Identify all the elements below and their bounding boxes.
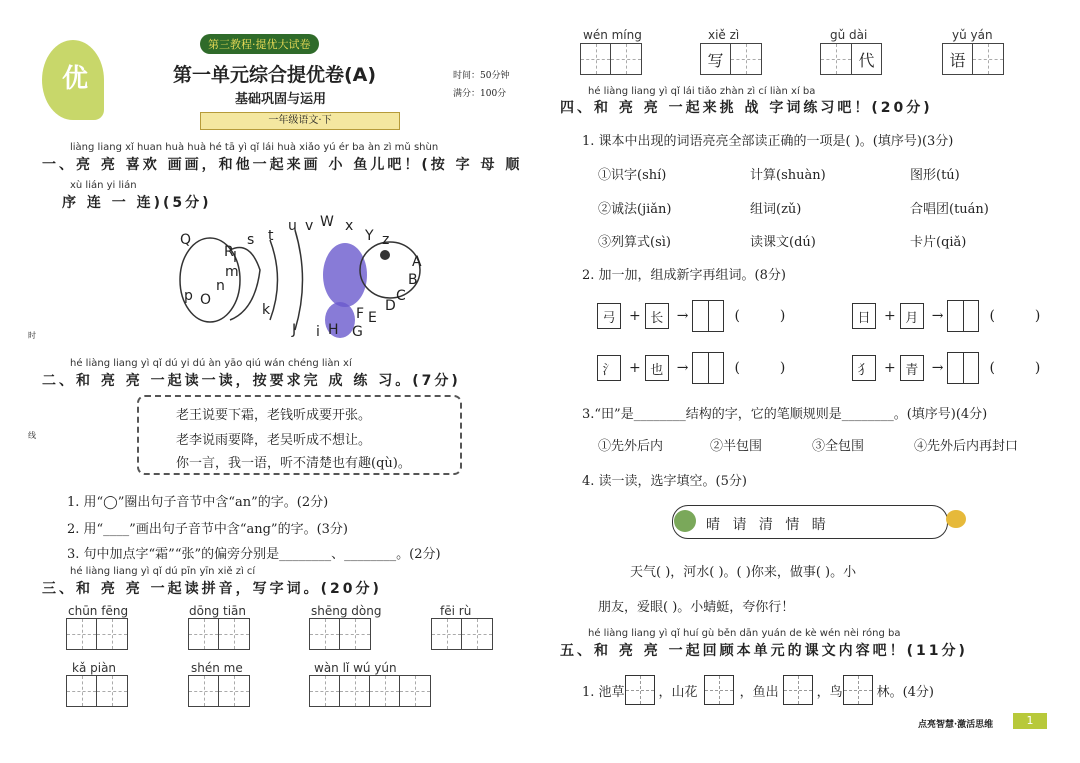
s2-q1: 1. 用“◯”圈出句子音节中含“an”的字。(2分) (67, 495, 329, 510)
dot-letter-G: G (352, 324, 363, 340)
s3-py-9: xiě zì (708, 28, 740, 42)
s4-opt-1: ①识字(shí) (598, 168, 667, 183)
s4-opt-5: 组词(zǔ) (750, 202, 802, 217)
s3-py-3: shēng dòng (311, 604, 382, 618)
s3-py-6: shén me (191, 661, 243, 675)
paren-blank[interactable]: () (989, 308, 1080, 324)
dot-letter-l: l (233, 250, 237, 266)
s4-q2: 2. 加一加，组成新字再组词。(8分) (582, 268, 786, 283)
plus-icon: + (884, 360, 896, 376)
dot-letter-Y: Y (365, 228, 374, 244)
dot-letter-p: p (184, 288, 193, 304)
s5-pinyin: hé liàng liang yì qǐ huí gù běn dān yuán de kè wén nèi róng ba (588, 628, 901, 639)
dot-letter-D: D (385, 298, 396, 314)
footer-brand: 点亮智慧·激活思维 (918, 720, 994, 730)
plus-icon: + (629, 360, 641, 376)
grade-banner: 一年级语文·下 (200, 112, 400, 130)
dot-letter-Q: Q (180, 232, 192, 248)
subtitle: 基础巩固与运用 (235, 92, 327, 107)
s5-q1-c: ，鱼出 (739, 684, 779, 700)
part-shui: 氵 (597, 355, 621, 381)
dot-letter-n: n (216, 278, 225, 294)
dot-letter-s: s (247, 232, 255, 248)
page-title: 第一单元综合提优卷(A) (173, 64, 377, 86)
dot-letter-J: J (292, 322, 297, 338)
s3-grid-2[interactable] (188, 618, 250, 650)
s3-py-2: dōng tiān (189, 604, 246, 618)
part-qing: 青 (900, 355, 924, 381)
dot-letter-B: B (408, 272, 418, 288)
s4-q3: 3.“田”是________结构的字，它的笔顺规则是________。(填序号)(4分) (582, 407, 988, 422)
margin-mark-2: 线 (28, 431, 36, 440)
char-yu: 语 (943, 44, 973, 74)
add-row-2a (597, 352, 825, 384)
part-quan: 犭 (852, 355, 876, 381)
s5-q1-e: 林。(4分) (876, 684, 935, 700)
dot-letter-O: O (200, 292, 212, 308)
s3-grid-6[interactable] (188, 675, 250, 707)
add-row-2b (852, 352, 1080, 384)
s2-q2: 2. 用“____”画出句子音节中含“ang”的字。(3分) (67, 522, 348, 537)
answer-grid[interactable] (692, 352, 724, 384)
s3-grid-1[interactable] (66, 618, 128, 650)
s4-q4: 4. 读一读，选字填空。(5分) (582, 474, 747, 489)
poem-line-2: 老李说雨要降，老吴听成不想让。 (176, 433, 372, 448)
s4-q1: 1. 课本中出现的词语亮亮全部读正确的一项是( )。(填序号)(3分) (582, 134, 954, 149)
s3-grid-4[interactable] (431, 618, 493, 650)
dot-letter-i: i (316, 324, 320, 340)
badge-char: 优 (62, 64, 89, 94)
dot-letter-u: u (288, 218, 297, 234)
scroll-words: 晴 请 清 情 睛 (706, 517, 830, 533)
time-info: 时间：50分钟 (453, 71, 510, 81)
fill-line-1: 天气( )，河水( )。( )你来，做事( )。小 (630, 565, 857, 580)
series-banner: 第三教程·提优大试卷 (200, 34, 319, 54)
s5-q1 (582, 675, 934, 705)
s3-grid-3[interactable] (309, 618, 371, 650)
add-row-1a (597, 300, 825, 332)
s5-q1-d: ，鸟 (816, 684, 843, 700)
s4-q3-opt-3: ③全包围 (812, 439, 865, 454)
dot-letter-H: H (328, 322, 339, 338)
s4-pinyin: hé liàng liang yì qǐ lái tiǎo zhàn zì cí liàn xí ba (588, 86, 816, 97)
fill-grid[interactable] (843, 675, 873, 705)
arrow-icon: → (931, 308, 944, 324)
s3-pinyin: hé liàng liang yì qǐ dú pīn yīn xiě zì cí (70, 566, 256, 577)
s3-grid-11[interactable] (942, 43, 1004, 75)
poem-line-1: 老王说要下霜，老钱听成要开张。 (176, 408, 372, 423)
dot-letter-k: k (262, 302, 271, 318)
dot-letter-m: m (225, 264, 239, 280)
s2-q3: 3. 句中加点字“霜”“张”的偏旁分别是________、________。(2分) (67, 547, 441, 562)
dot-letter-E: E (368, 310, 377, 326)
s5-title: 五、和 亮 亮 一起回顾本单元的课文内容吧！(11分) (560, 643, 968, 659)
score-info: 满分：100分 (453, 89, 507, 99)
s4-opt-2: 计算(shuàn) (750, 168, 826, 183)
arrow-icon: → (676, 308, 689, 324)
s5-q1-a: 1. 池草 (582, 684, 625, 700)
answer-grid[interactable] (947, 300, 979, 332)
margin-mark-1: 时 (28, 331, 36, 340)
s3-grid-8[interactable] (580, 43, 642, 75)
dragonfly-icon (946, 510, 966, 528)
s4-opt-4: ②诚法(jiǎn) (598, 202, 672, 217)
dot-letter-v: v (305, 218, 314, 234)
s3-py-4: fēi rù (440, 604, 472, 618)
s4-q3-opt-4: ④先外后内再封口 (914, 439, 1019, 454)
fill-grid[interactable] (783, 675, 813, 705)
s2-title: 二、和 亮 亮 一起读一读，按要求完 成 练 习。(7分) (42, 373, 461, 389)
s4-opt-3: 图形(tú) (910, 168, 960, 183)
s4-opt-9: 卡片(qiǎ) (910, 235, 967, 250)
s3-py-10: gǔ dài (830, 28, 868, 42)
s3-py-8: wén míng (583, 28, 642, 42)
arrow-icon: → (676, 360, 689, 376)
char-xie: 写 (701, 44, 731, 74)
answer-grid[interactable] (692, 300, 724, 332)
dot-letter-z: z (382, 232, 390, 248)
dot-letter-t: t (268, 228, 274, 244)
s4-title: 四、和 亮 亮 一起来挑 战 字词练习吧！(20分) (560, 100, 933, 116)
paren-blank[interactable]: () (734, 360, 826, 376)
dot-letter-R: R (224, 244, 234, 260)
s4-opt-6: 合唱团(tuán) (910, 202, 989, 217)
plus-icon: + (629, 308, 641, 324)
dot-letter-x: x (345, 218, 354, 234)
s3-py-1: chūn fēng (68, 604, 129, 618)
dot-letter-C: C (396, 288, 406, 304)
s3-grid-10[interactable] (820, 43, 882, 75)
paren-blank[interactable]: () (989, 360, 1080, 376)
fill-grid[interactable] (625, 675, 655, 705)
s3-py-11: yǔ yán (952, 28, 993, 42)
s1-title: 一、亮 亮 喜欢 画画，和他一起来画 小 鱼儿吧！(按 字 母 顺 (42, 157, 523, 173)
s3-grid-5[interactable] (66, 675, 128, 707)
dot-letter-F: F (356, 306, 365, 322)
dot-letter-A: A (412, 254, 422, 270)
part-chang: 长 (645, 303, 669, 329)
part-ye: 也 (645, 355, 669, 381)
fill-line-2: 朋友，爱眼( )。小蜻蜓，夸你行！ (598, 600, 795, 615)
paren-blank[interactable]: () (734, 308, 826, 324)
plus-icon: + (884, 308, 896, 324)
s3-py-5: kǎ piàn (72, 661, 117, 675)
s3-py-7: wàn lǐ wú yún (314, 661, 397, 675)
s1-pinyin2: xù lián yi lián (70, 180, 137, 191)
s3-grid-9[interactable] (700, 43, 762, 75)
s1-title2: 序 连 一 连)(5分) (62, 195, 212, 211)
lotus-icon (674, 510, 696, 532)
add-row-1b (852, 300, 1080, 332)
s3-grid-7[interactable] (309, 675, 431, 707)
s4-opt-7: ③列算式(sì) (598, 235, 671, 250)
s4-q3-opt-2: ②半包围 (710, 439, 763, 454)
s3-title: 三、和 亮 亮 一起读拼音，写字词。(20分) (42, 581, 382, 597)
s2-pinyin: hé liàng liang yì qǐ dú yi dú àn yāo qiú wán chéng liàn xí (70, 358, 352, 369)
poem-line-3: 你一言，我一语，听不清楚也有趣(qù)。 (176, 456, 411, 471)
part-yue: 月 (900, 303, 924, 329)
fill-grid[interactable] (704, 675, 734, 705)
page-number: 1 (1013, 713, 1047, 729)
part-ri: 日 (852, 303, 876, 329)
part-gong: 弓 (597, 303, 621, 329)
dot-letter-W: W (320, 214, 334, 230)
s4-opt-8: 读课文(dú) (750, 235, 816, 250)
s5-q1-b: ，山花 (658, 684, 698, 700)
char-dai: 代 (851, 44, 881, 74)
s1-pinyin: liàng liang xǐ huan huà huà hé tā yì qǐ lái huà xiǎo yú ér ba àn zì mǔ shùn (70, 142, 439, 153)
answer-grid[interactable] (947, 352, 979, 384)
s4-q3-opt-1: ①先外后内 (598, 439, 664, 454)
arrow-icon: → (931, 360, 944, 376)
